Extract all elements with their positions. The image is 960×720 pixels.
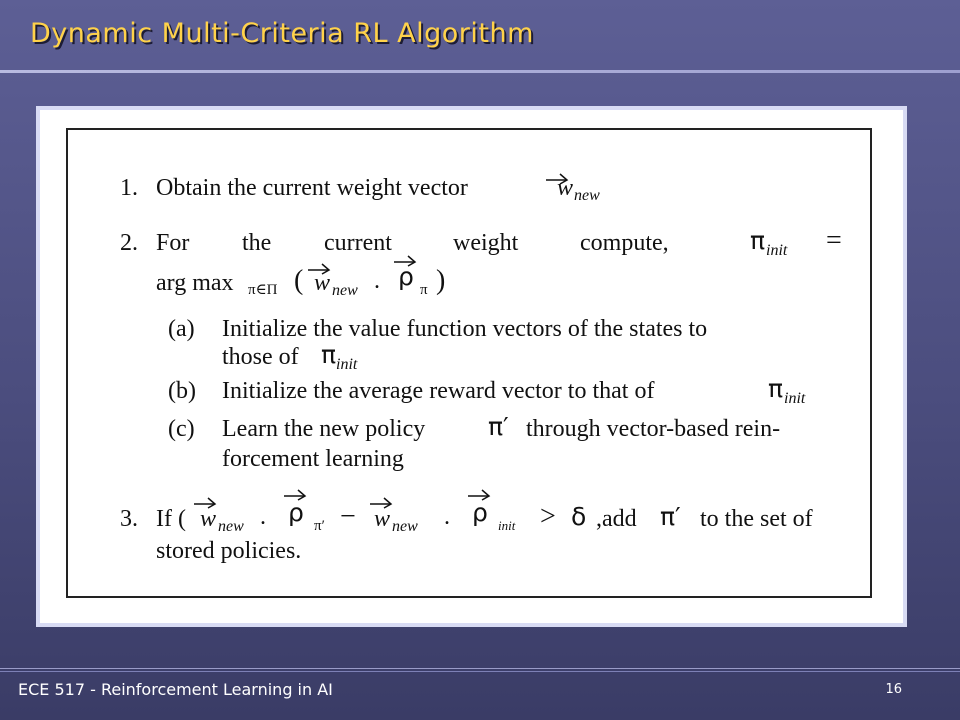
step3-dot1: . [260,504,266,530]
step2c-line1b: through vector-based rein- [526,416,781,442]
algorithm-figure [36,106,907,627]
step2-argmax: arg max [156,270,234,296]
step1-text: Obtain the current weight vector [156,175,468,201]
step3-w1-subscript: new [218,518,244,535]
step2-word-compute: compute, [580,230,669,256]
step2a-pi: π [321,340,337,369]
step3-rest: to the set of [700,506,813,532]
step2a-line2: those of [222,344,299,370]
step3-rho1: ρ [288,498,304,527]
step2-rho-subscript: π [420,282,428,298]
page-number: 16 [885,682,902,697]
step3-w1: w [200,506,217,532]
step3-w2-subscript: new [392,518,418,535]
step2-rho: ρ [398,262,414,291]
step2-word-weight: weight [453,230,519,256]
step1-w: w [557,175,574,201]
step3-pi-prime: π′ [660,502,681,531]
step2-equals: = [826,225,842,256]
footer-divider [0,668,960,669]
step1-number: 1. [120,175,138,201]
step3-line2: stored policies. [156,538,302,564]
step2-right-paren: ) [436,265,446,296]
step2-word-for: For [156,230,190,256]
step2a-line1: Initialize the value function vectors of the states to [222,316,708,342]
step2b-text: Initialize the average reward vector to that of [222,378,655,404]
slide-title: Dynamic Multi-Criteria RL Algorithm [30,18,534,49]
footer-divider-secondary [0,671,960,672]
step2b-pi: π [768,374,784,403]
step2-word-current: current [324,230,392,256]
step2-argmax-subscript: π∈Π [248,282,278,298]
step2a-pi-subscript: init [336,356,358,373]
step2a-label: (a) [168,316,195,342]
step3-delta: δ [571,502,587,531]
step3-if: If ( [156,506,186,532]
step2c-pi-prime: π′ [488,412,509,441]
step2-pi-subscript: init [766,242,788,259]
step2-left-paren: ( [294,265,304,296]
step2-pi: π [750,226,766,255]
step3-rho2-subscript: init [498,518,516,533]
step2c-line2: forcement learning [222,446,404,472]
step2-w-subscript: new [332,282,358,299]
step1-w-subscript: new [574,187,600,204]
step3-number: 3. [120,506,138,532]
step3-rho2: ρ [472,498,488,527]
step2-w: w [314,270,331,296]
step3-add: ,add [596,506,637,532]
step2b-label: (b) [168,378,196,404]
step2c-label: (c) [168,416,195,442]
step3-greater-than: > [540,501,556,532]
step2b-pi-subscript: init [784,390,806,407]
step3-rho1-subscript: π′ [314,518,325,534]
step3-minus: − [340,501,356,532]
step2c-line1a: Learn the new policy [222,416,426,442]
step2-word-the: the [242,230,272,256]
title-divider [0,70,960,73]
step2-number: 2. [120,230,138,256]
algorithm-body [68,130,870,596]
footer-course-name: ECE 517 - Reinforcement Learning in AI [18,680,333,699]
algorithm-frame [66,128,872,598]
step2-dot: . [374,268,380,294]
step3-w2: w [374,506,391,532]
step3-dot2: . [444,504,450,530]
